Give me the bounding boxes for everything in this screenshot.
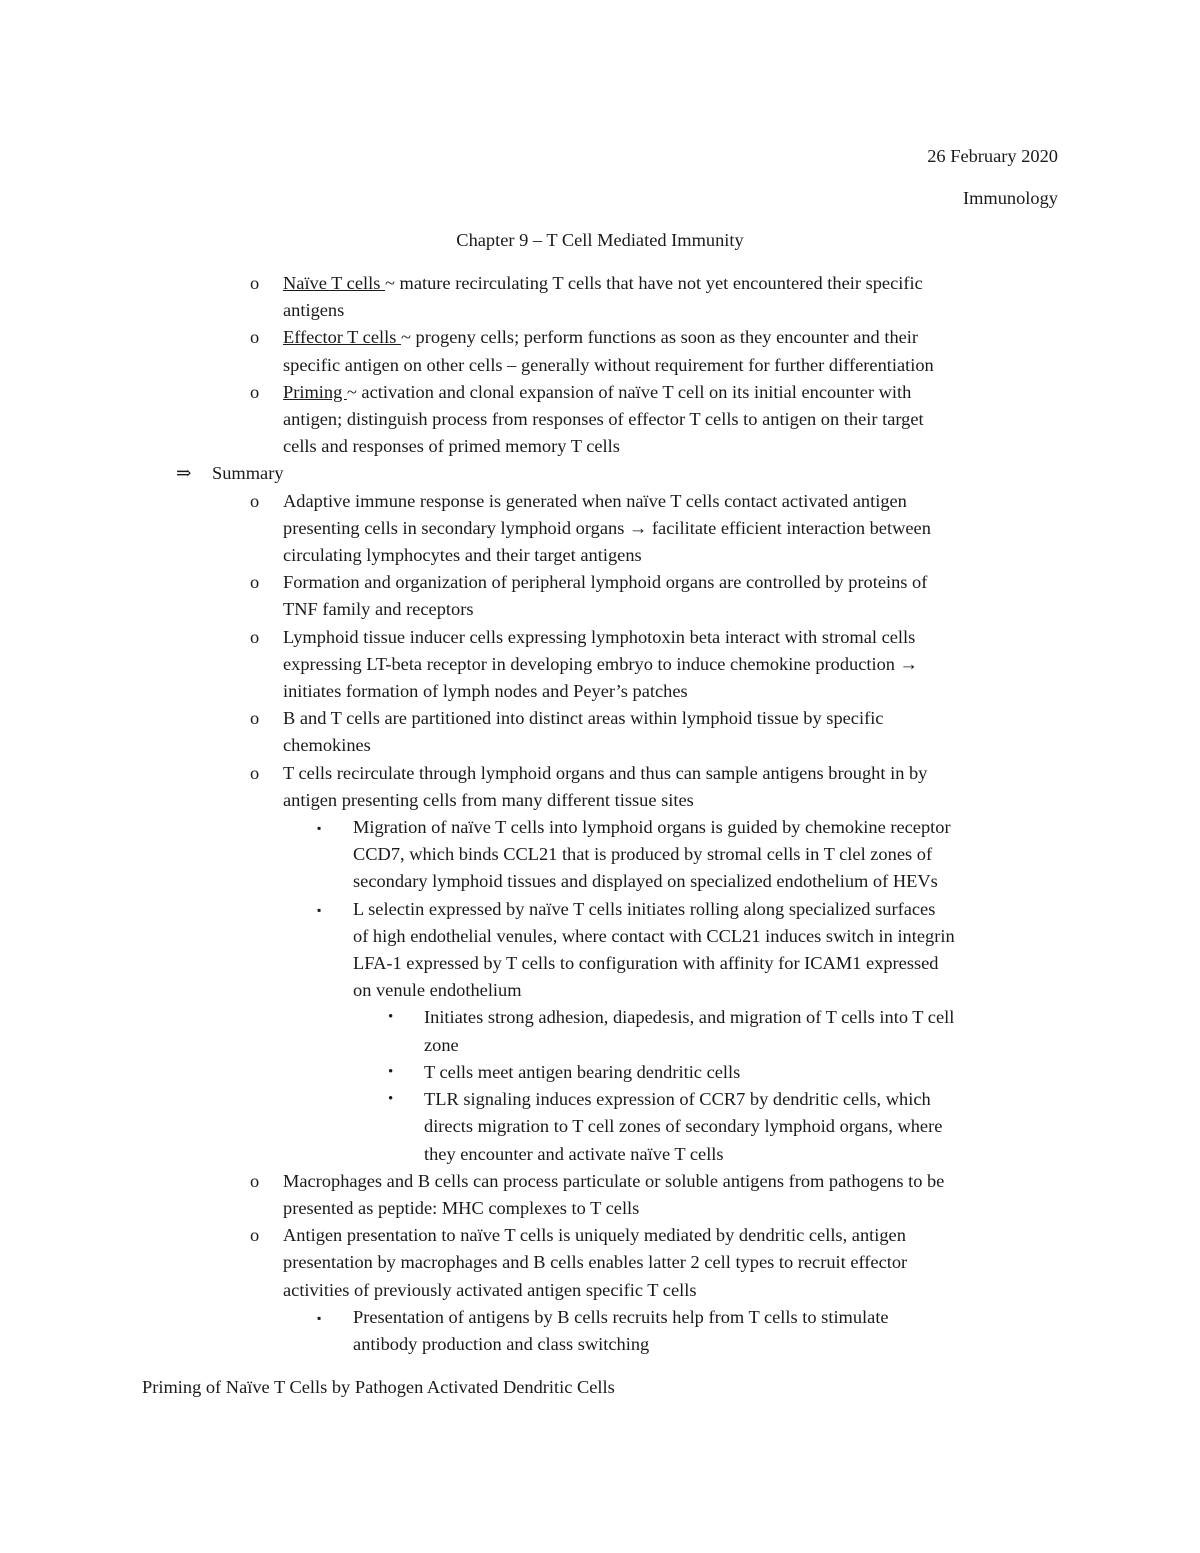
summary-line: B and T cells are partitioned into distinct areas within lymphoid tissue by specific — [283, 708, 884, 729]
sub-line: Presentation of antigens by B cells recruits help from T cells to stimulate — [353, 1306, 889, 1327]
detail-line: TLR signaling induces expression of CCR7 by dendritic cells, which — [424, 1089, 931, 1110]
detail-line: zone — [424, 1034, 459, 1055]
definition-term: Priming — [283, 381, 347, 402]
sub-line: L selectin expressed by naïve T cells initiates rolling along specialized surfaces — [353, 898, 936, 919]
circle-bullet: o — [250, 708, 260, 729]
summary-line: initiates formation of lymph nodes and Peyer’s patches — [283, 681, 688, 702]
sub-point — [0, 814, 1200, 896]
summary-heading — [0, 460, 1200, 487]
detail-point — [0, 1059, 1200, 1086]
detail-line: they encounter and activate naïve T cells — [424, 1143, 724, 1164]
arrow-icon: ⇒ — [176, 463, 192, 484]
sub-line: secondary lymphoid tissues and displayed on specialized endothelium of HEVs — [353, 871, 938, 892]
summary-point — [0, 569, 1200, 623]
summary-line: antigen presenting cells from many different tissue sites — [283, 789, 694, 810]
summary-line: Lymphoid tissue inducer cells expressing lymphotoxin beta interact with stromal cells — [283, 626, 916, 647]
summary-line: chemokines — [283, 735, 371, 756]
definition-term: Naïve T cells — [283, 273, 385, 293]
circle-bullet: o — [250, 327, 260, 348]
definition-line: ~ mature recirculating T cells that have not yet encountered their specific — [384, 273, 923, 293]
sub-line: CCD7, which binds CCL21 that is produced by stromal cells in T clel zones of — [353, 844, 933, 865]
detail-point — [0, 1086, 1200, 1168]
definition-line: antigen; distinguish process from responses of effector T cells to antigen on their target — [283, 409, 924, 430]
sub-point — [0, 1304, 1200, 1358]
definition-line: ~ progeny cells; perform functions as soon as they encounter and their — [400, 327, 919, 348]
definition-naive-t-cells — [0, 270, 1200, 324]
definition-priming — [0, 379, 1200, 461]
course-name: Immunology — [962, 188, 1058, 208]
chapter-title: Chapter 9 – T Cell Mediated Immunity — [456, 230, 744, 250]
detail-line: directs migration to T cell zones of secondary lymphoid organs, where — [424, 1116, 943, 1137]
circle-bullet: o — [250, 490, 260, 511]
circle-bullet: o — [250, 381, 260, 402]
summary-point — [0, 624, 1200, 706]
notes-body — [0, 270, 1200, 1358]
summary-point — [0, 1168, 1200, 1222]
summary-line: circulating lymphocytes and their target antigens — [283, 545, 642, 566]
round-bullet: • — [388, 1063, 394, 1080]
sub-line: LFA-1 expressed by T cells to configuration with affinity for ICAM1 expressed — [353, 953, 939, 974]
summary-point — [0, 1222, 1200, 1304]
sub-line: antibody production and class switching — [353, 1333, 650, 1354]
definition-line: ~ activation and clonal expansion of naïve T cell on its initial encounter with — [346, 381, 912, 402]
summary-point — [0, 760, 1200, 814]
summary-line: Macrophages and B cells can process particulate or soluble antigens from pathogens to be — [283, 1170, 945, 1191]
summary-line: T cells recirculate through lymphoid organs and thus can sample antigens brought in by — [283, 762, 928, 783]
circle-bullet: o — [250, 762, 260, 783]
definition-effector-t-cells — [0, 324, 1200, 378]
round-bullet: • — [388, 1091, 394, 1108]
section-heading: Priming of Naïve T Cells by Pathogen Activated Dendritic Cells — [142, 1377, 615, 1397]
square-bullet: ▪ — [317, 1310, 322, 1325]
sub-line: of high endothelial venules, where contact with CCL21 induces switch in integrin — [353, 925, 955, 946]
circle-bullet: o — [250, 1225, 260, 1246]
summary-point — [0, 488, 1200, 570]
summary-line: TNF family and receptors — [283, 599, 474, 620]
sub-line: Migration of naïve T cells into lymphoid organs is guided by chemokine receptor — [353, 817, 951, 838]
summary-label: Summary — [212, 463, 284, 484]
circle-bullet: o — [250, 626, 260, 647]
summary-line: expressing LT-beta receptor in developing embryo to induce chemokine production → — [283, 653, 918, 674]
summary-line: Antigen presentation to naïve T cells is uniquely mediated by dendritic cells, antigen — [283, 1225, 906, 1246]
circle-bullet: o — [250, 273, 260, 293]
summary-line: activities of previously activated antigen specific T cells — [283, 1279, 697, 1300]
circle-bullet: o — [250, 572, 260, 593]
definition-term: Effector T cells — [283, 327, 401, 348]
sub-point — [0, 896, 1200, 1005]
summary-line: presentation by macrophages and B cells enables latter 2 cell types to recruit effector — [283, 1252, 908, 1273]
definition-line: cells and responses of primed memory T cells — [283, 436, 620, 457]
summary-point — [0, 705, 1200, 759]
date: 26 February 2020 — [927, 146, 1058, 166]
square-bullet: ▪ — [317, 902, 322, 917]
summary-line: presented as peptide: MHC complexes to T cells — [283, 1197, 640, 1218]
detail-line: Initiates strong adhesion, diapedesis, and migration of T cells into T cell — [424, 1007, 955, 1028]
circle-bullet: o — [250, 1170, 260, 1191]
definition-line: specific antigen on other cells – generally without requirement for further differentiation — [283, 354, 934, 375]
detail-point — [0, 1004, 1200, 1058]
sub-line: on venule endothelium — [353, 980, 522, 1001]
definition-line: antigens — [283, 300, 345, 321]
round-bullet: • — [388, 1009, 394, 1026]
summary-line: Formation and organization of peripheral lymphoid organs are controlled by proteins of — [283, 572, 928, 593]
summary-line: Adaptive immune response is generated when naïve T cells contact activated antigen — [283, 490, 907, 511]
summary-line: presenting cells in secondary lymphoid organs → facilitate efficient interaction between — [283, 517, 931, 538]
square-bullet: ▪ — [317, 821, 322, 836]
detail-line: T cells meet antigen bearing dendritic cells — [424, 1061, 741, 1082]
